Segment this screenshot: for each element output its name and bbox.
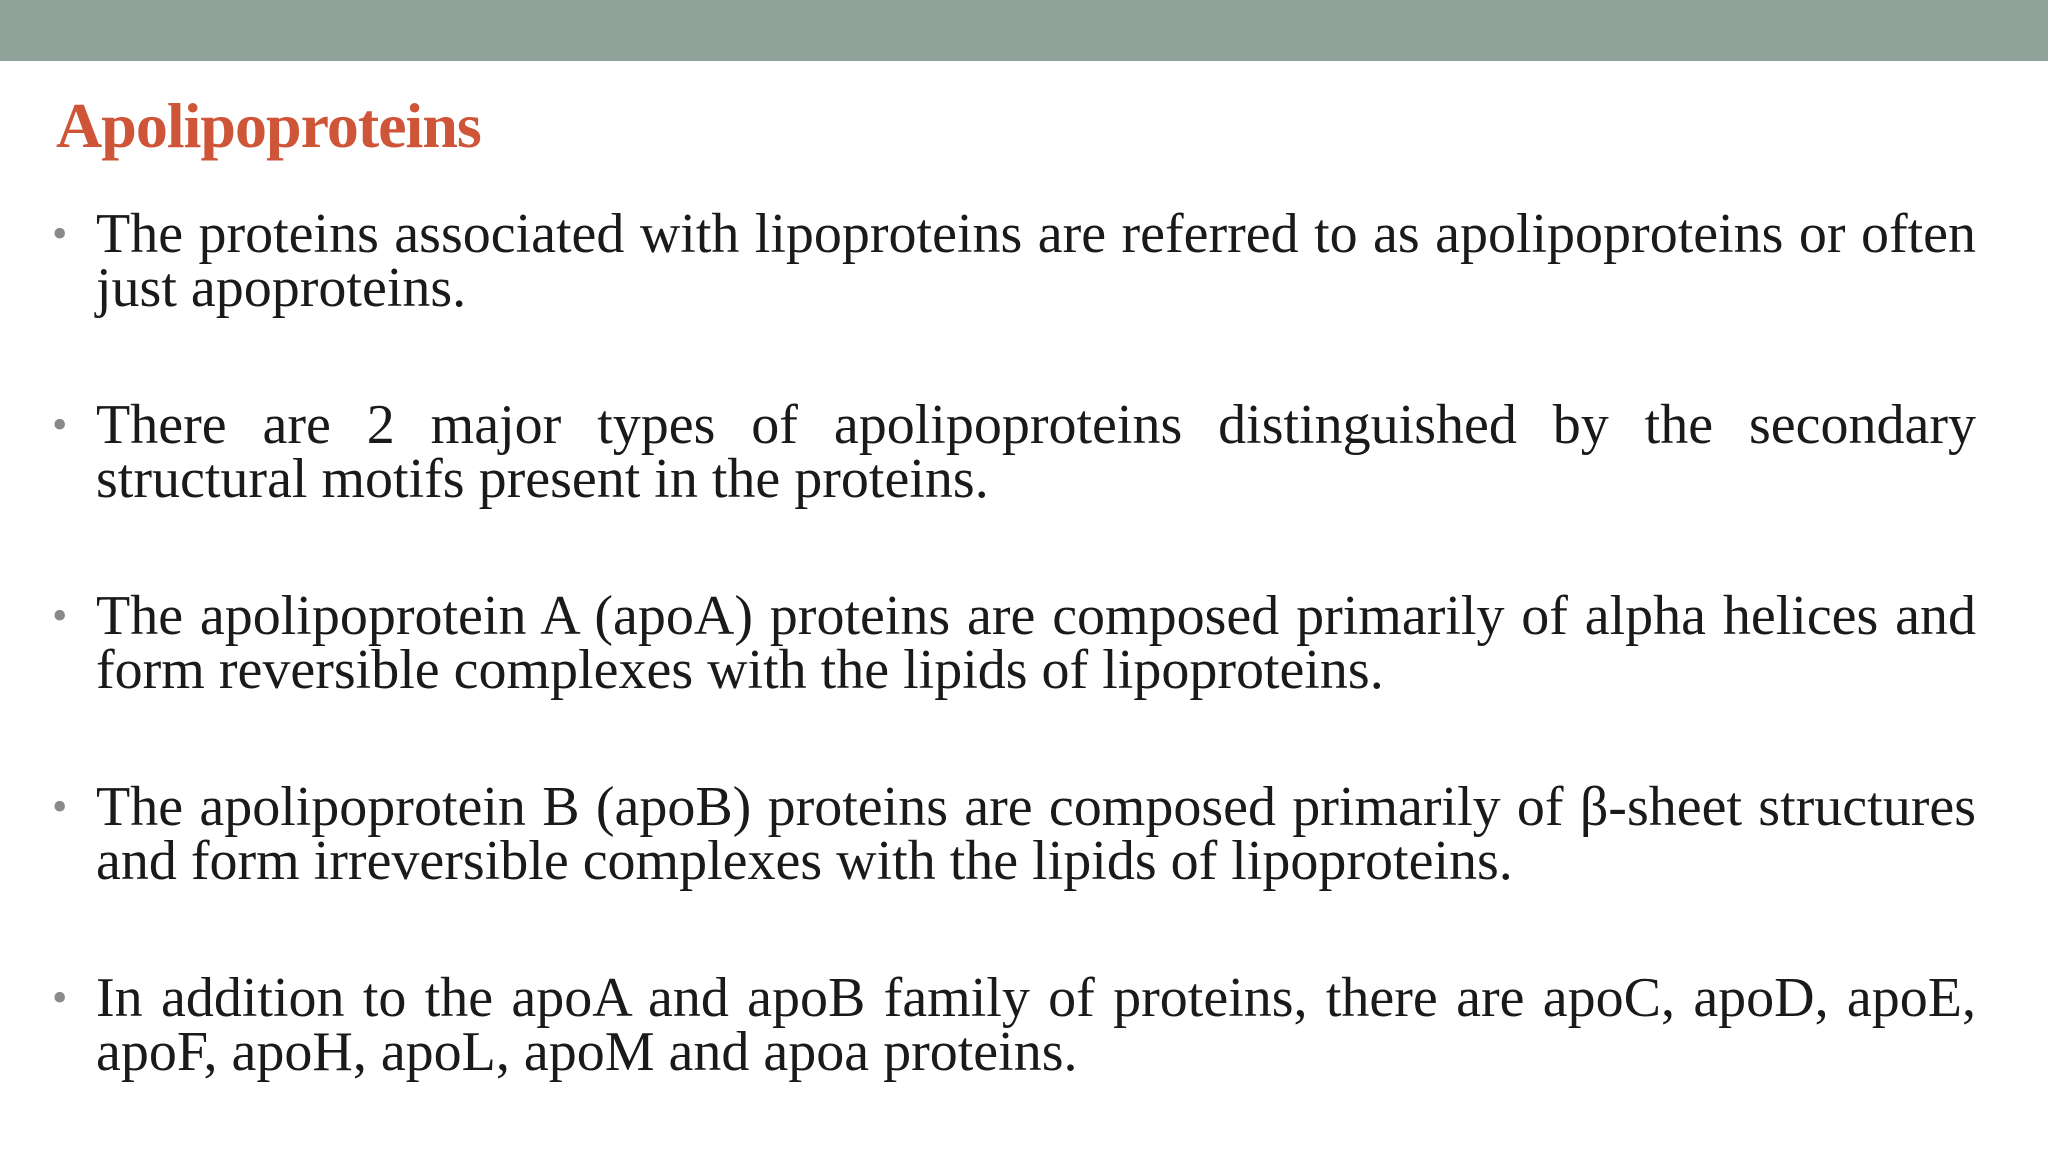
bullet-item — [52, 203, 1976, 319]
bullet-item — [52, 585, 1976, 701]
bullet-text: In addition to the apoA and apoB family of proteins, there are apoC, apoD, apoE, apoF, apoH, apoL, apoM and apoa proteins. — [96, 967, 1976, 1083]
bullet-icon: • — [52, 591, 68, 640]
bullet-text: The apolipoprotein A (apoA) proteins are composed primarily of alpha helices and form reversible complexes with the lipids of lipoproteins. — [96, 585, 1976, 701]
slide-title: Apolipoproteins — [56, 90, 481, 161]
bullet-item — [52, 776, 1976, 892]
bullet-item — [52, 967, 1976, 1083]
bullet-text: The apolipoprotein B (apoB) proteins are composed primarily of β-sheet structures and form irreversible complexes with the lipids of lipoproteins. — [96, 776, 1976, 892]
bullet-icon: • — [52, 782, 68, 831]
bullet-item — [52, 394, 1976, 510]
bullet-text: There are 2 major types of apolipoproteins distinguished by the secondary structural motifs present in the proteins. — [96, 394, 1976, 510]
bullet-icon: • — [52, 400, 68, 449]
bullet-icon: • — [52, 973, 68, 1022]
bullet-text: The proteins associated with lipoproteins are referred to as apolipoproteins or often just apoproteins. — [96, 203, 1976, 319]
bullet-icon: • — [52, 209, 68, 258]
